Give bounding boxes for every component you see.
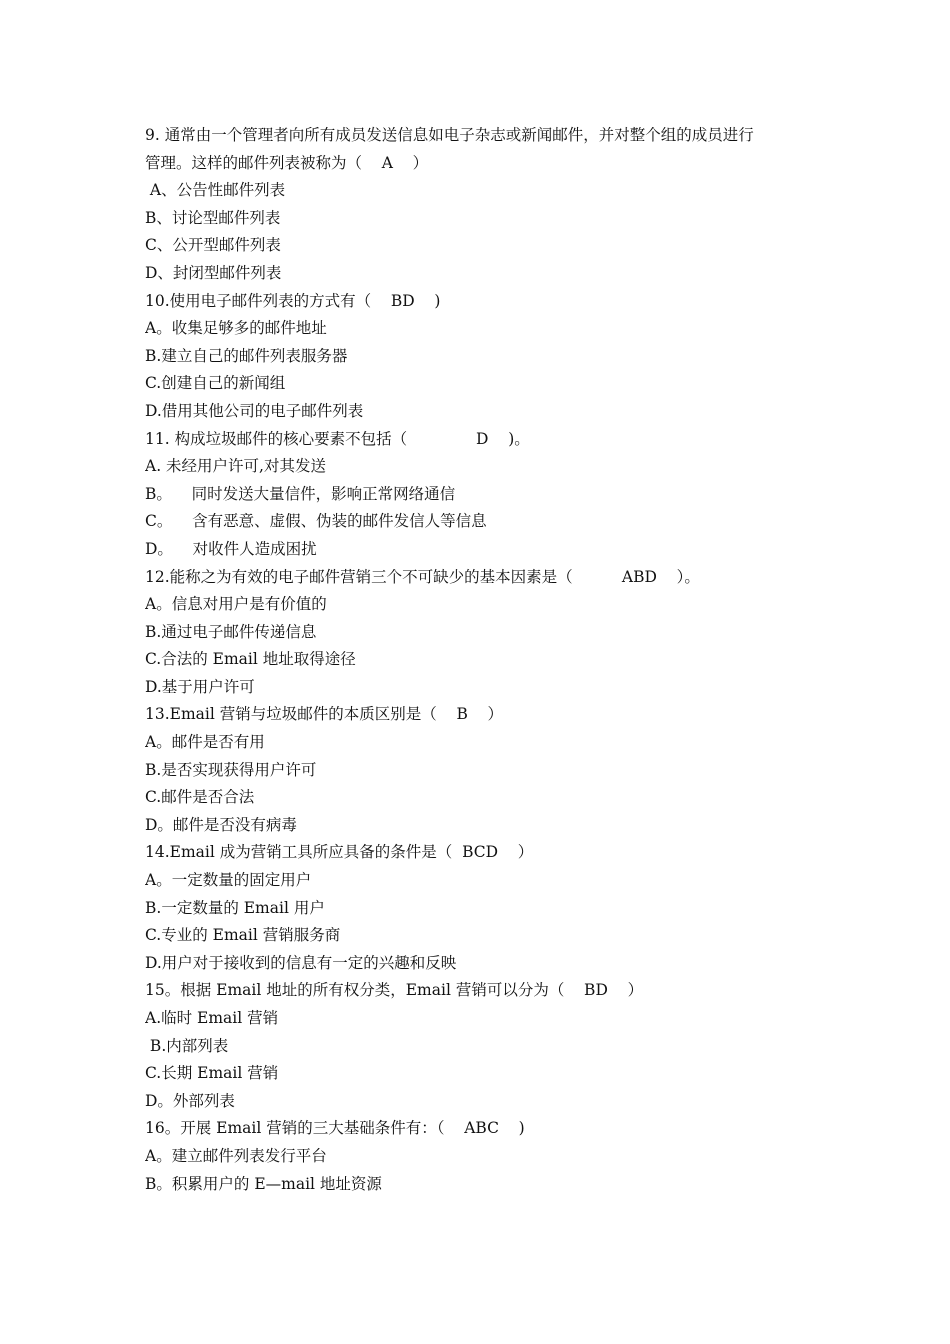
question-9-option-b: B、讨论型邮件列表	[145, 208, 281, 227]
question-15-stem: 15。根据 Email 地址的所有权分类，Email 营销可以分为（ BD ）	[145, 981, 644, 1000]
question-15-option-c: C.长期 Email 营销	[145, 1064, 279, 1083]
question-12-stem: 12.能称之为有效的电子邮件营销三个不可缺少的基本因素是（ ABD ）。	[145, 567, 700, 586]
question-9-option-c: C、公开型邮件列表	[145, 236, 281, 255]
question-11-stem: 11. 构成垃圾邮件的核心要素不包括（ D )。	[145, 429, 530, 448]
question-16-option-a: A。建立邮件列表发行平台	[145, 1146, 327, 1165]
question-12-option-a: A。信息对用户是有价值的	[145, 595, 327, 614]
question-11-option-b: B。 同时发送大量信件，影响正常网络通信	[145, 484, 456, 503]
question-10-option-b: B.建立自己的邮件列表服务器	[145, 346, 348, 365]
question-11-option-d: D。 对收件人造成困扰	[145, 539, 317, 558]
question-10-option-a: A。收集足够多的邮件地址	[145, 319, 327, 338]
question-13-stem: 13.Email 营销与垃圾邮件的本质区别是（ B ）	[145, 705, 504, 724]
question-14-option-b: B.一定数量的 Email 用户	[145, 898, 325, 917]
question-text-block	[145, 122, 815, 1198]
question-13-option-c: C.邮件是否合法	[145, 788, 255, 807]
question-13-option-b: B.是否实现获得用户许可	[145, 760, 317, 779]
question-15-option-b: B.内部列表	[145, 1036, 229, 1055]
question-12-option-d: D.基于用户许可	[145, 677, 255, 696]
question-10-option-c: C.创建自己的新闻组	[145, 374, 286, 393]
question-16-stem: 16。开展 Email 营销的三大基础条件有：（ ABC )	[145, 1119, 525, 1138]
question-15-option-a: A.临时 Email 营销	[145, 1009, 279, 1027]
question-10-stem: 10.使用电子邮件列表的方式有（ BD )	[145, 291, 441, 310]
question-9-line-1: 9. 通常由一个管理者向所有成员发送信息如电子杂志或新闻邮件，并对整个组的成员进行	[145, 126, 754, 144]
question-13-option-a: A。邮件是否有用	[145, 733, 265, 752]
question-9-option-a: A、公告性邮件列表	[145, 181, 286, 200]
question-14-option-c: C.专业的 Email 营销服务商	[145, 926, 341, 945]
question-11-option-c: C。 含有恶意、虚假、伪装的邮件发信人等信息	[145, 512, 487, 531]
question-10-option-d: D.借用其他公司的电子邮件列表	[145, 401, 364, 420]
question-15-option-d: D。外部列表	[145, 1091, 235, 1110]
question-12-option-c: C.合法的 Email 地址取得途径	[145, 650, 356, 669]
question-16-option-b: B。积累用户的 E—mail 地址资源	[145, 1174, 382, 1193]
question-14-option-d: D.用户对于接收到的信息有一定的兴趣和反映	[145, 953, 457, 972]
question-13-option-d: D。邮件是否没有病毒	[145, 815, 297, 834]
question-9-option-d: D、封闭型邮件列表	[145, 263, 282, 282]
question-12-option-b: B.通过电子邮件传递信息	[145, 622, 317, 641]
question-14-stem: 14.Email 成为营销工具所应具备的条件是（ BCD ）	[145, 843, 534, 862]
question-9-line-2: 管理。这样的邮件列表被称为（ A ）	[145, 153, 429, 172]
question-14-option-a: A。一定数量的固定用户	[145, 871, 312, 890]
question-11-option-a: A. 未经用户许可,对其发送	[145, 457, 326, 476]
